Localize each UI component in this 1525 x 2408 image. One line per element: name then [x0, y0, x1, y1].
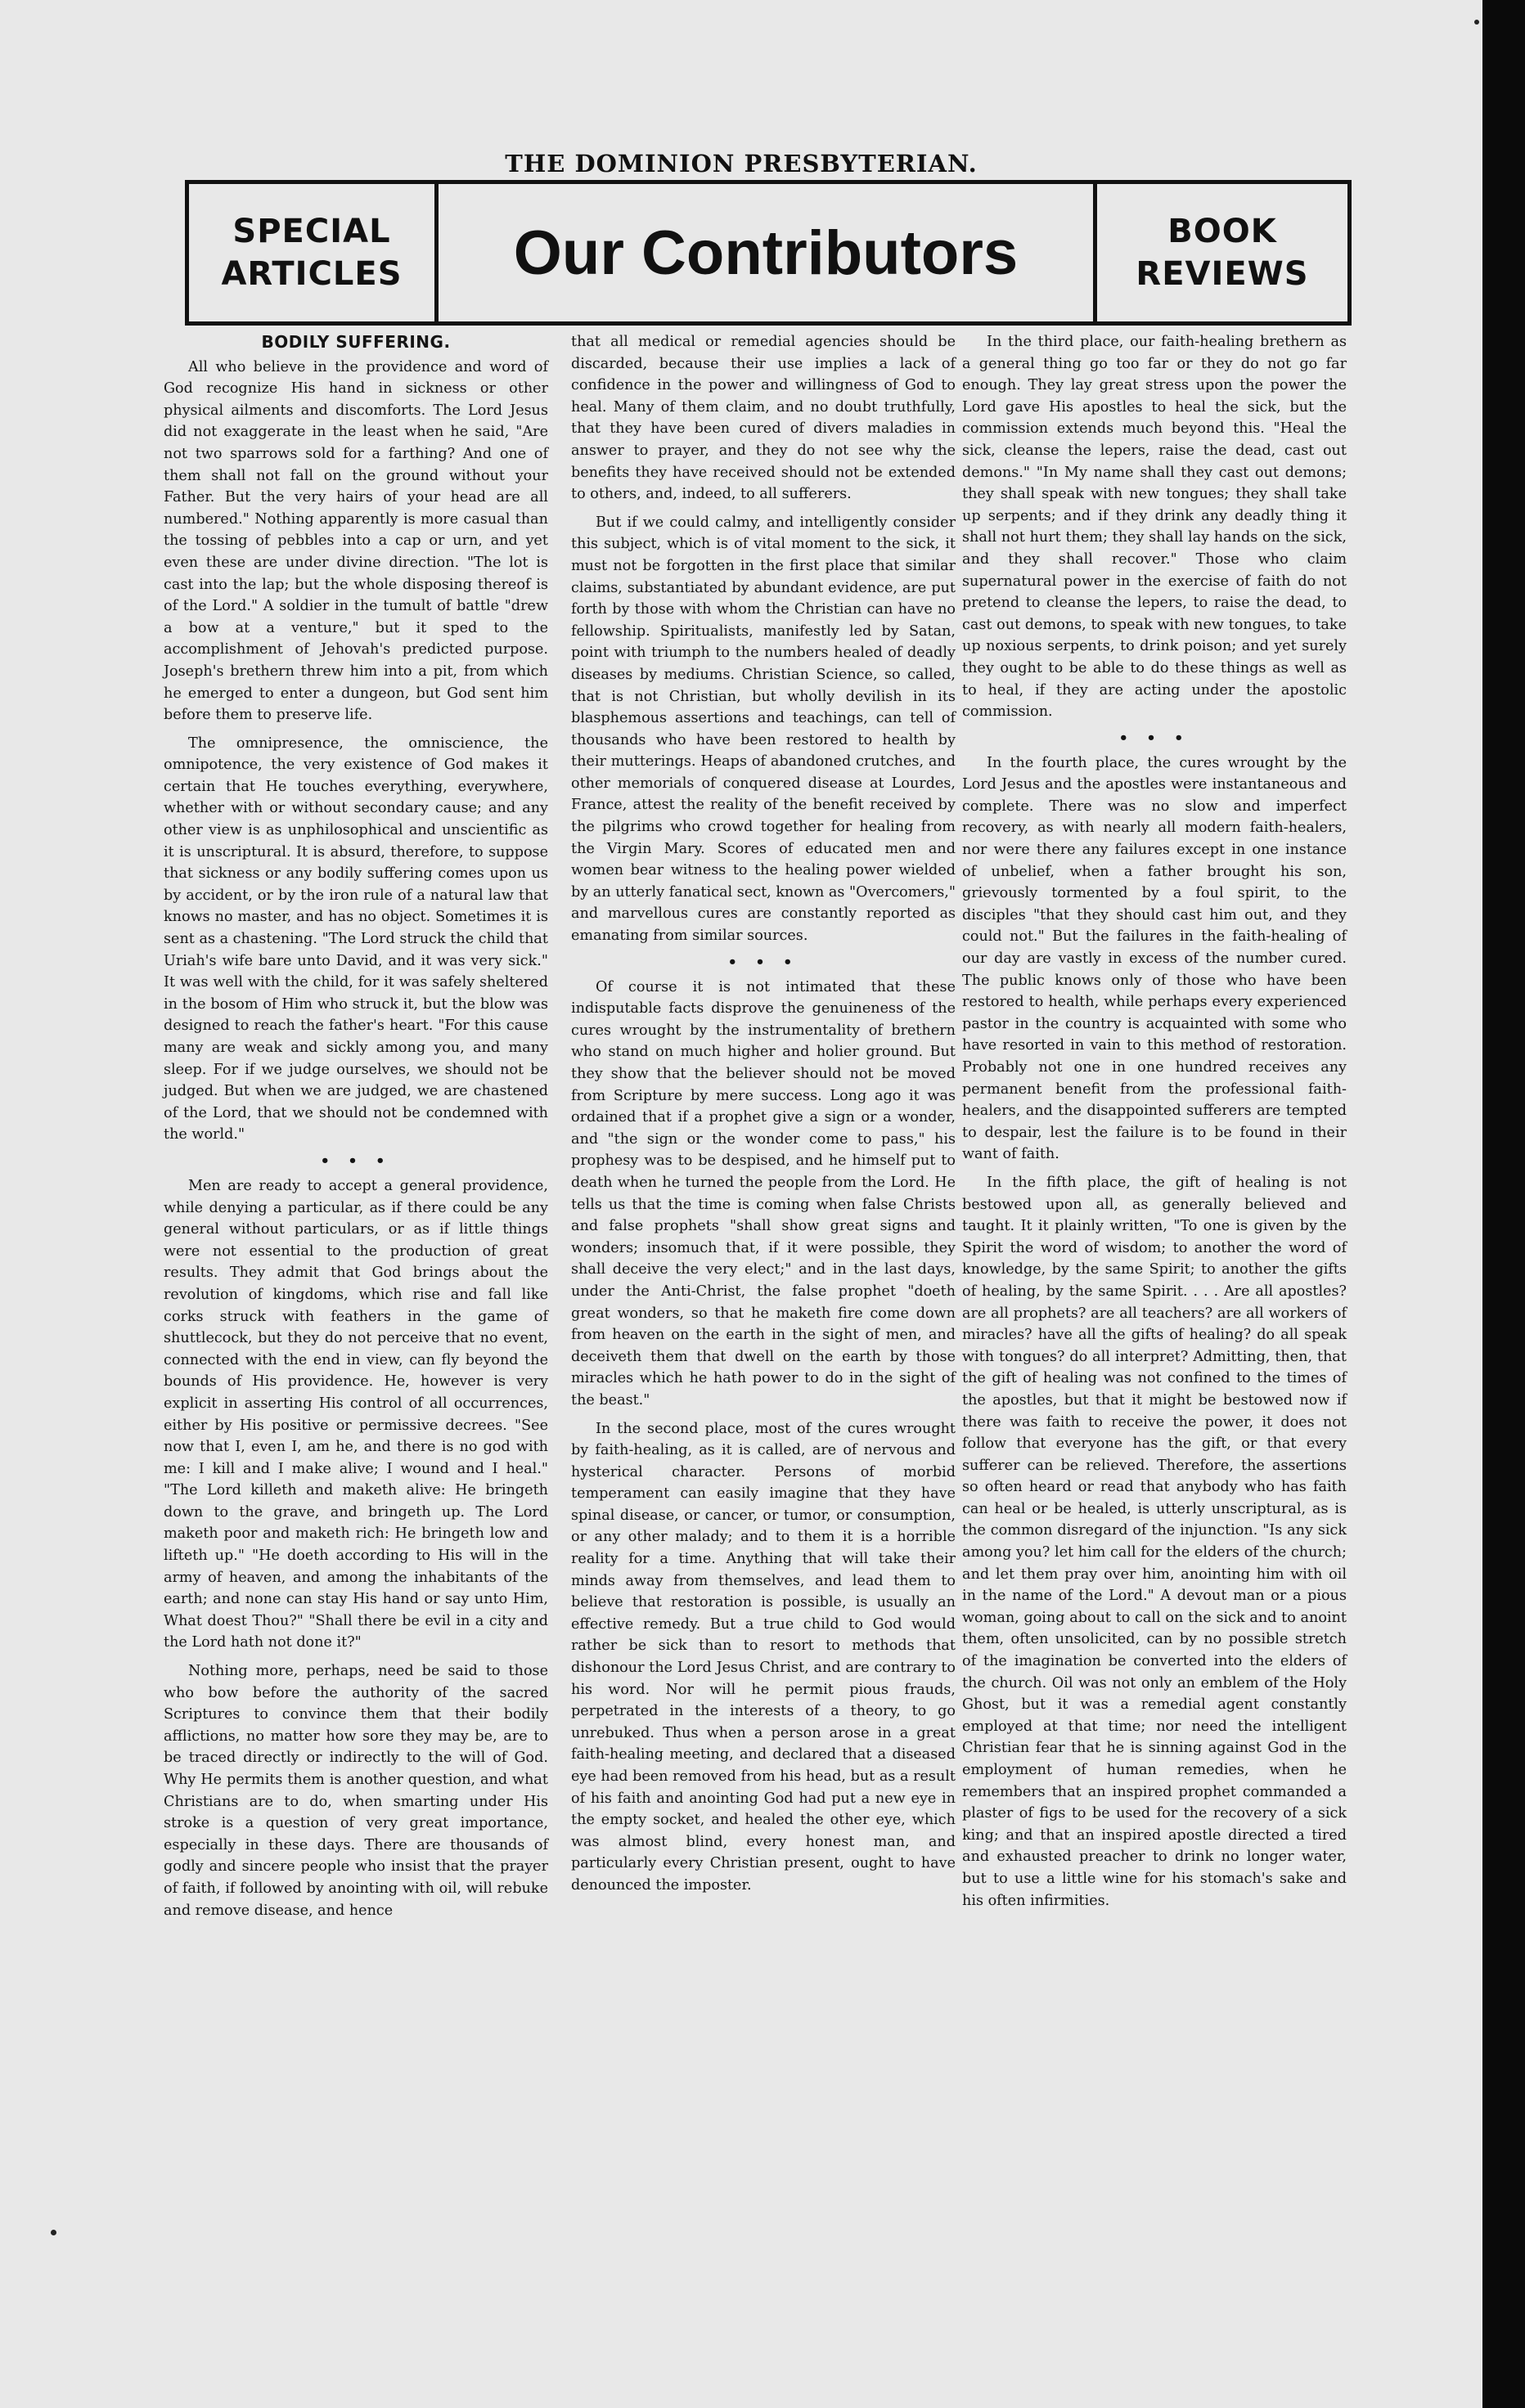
banner-book-reviews: [1093, 184, 1347, 321]
article-title: BODILY SUFFERING.: [261, 332, 451, 352]
scan-edge: [1482, 0, 1525, 2408]
masthead: THE DOMINION PRESBYTERIAN.: [505, 150, 978, 177]
banner-left-line-1: SPECIAL: [232, 213, 391, 250]
ink-speck: [51, 2230, 56, 2235]
section-separator: • • •: [727, 953, 799, 971]
article-paragraph: In the fourth place, the cures wrought by the Lord Jesus and the apostles were instantaneous and complete. There was no slow and imperfect recovery, as with nearly all modern faith-healers, nor were there any failures except in one instance of unbelief, when a father brought his son, grievously tormented by a foul spirit, to the disciples "that they should cast him out, and they could not." But the failures in the faith-healing of our day are vastly in excess of the number cured. The public knows only of those who have been restored to health, while perhaps every experienced pastor in the country is acquainted with some who have resorted in vain to this method of restoration. Probably not one in one hundred receives any permanent benefit from the professional faith-healers, and the disappointed sufferers are tempted to despair, lest the failure is to be found in their want of faith.: [962, 754, 1347, 1163]
article-paragraph: But if we could calmy, and intelligently consider this subject, which is of vital moment to the sick, it must not be forgotten in the first place that similar claims, substantiated by abundant evidence, are put forth by those with whom the Christian can have no fellowship. Spiritualists, manifestly led by Satan, point with triumph to the numbers healed of deadly diseases by mediums. Christian Science, so called, that is not Christian, but wholly devilish in its blasphemous assertions and teachings, can tell of thousands who have been restored to health by their mutterings. Heaps of abandoned crutches, and other memorials of conquered disease at Lourdes, France, attest the reality of the benefit received by the pilgrims who crowd together for healing from the Virgin Mary. Scores of educated men and women bear witness to the healing power wielded by an utterly fanatical sect, known as "Overcomers," and marvellous cures are constantly reported as emanating from similar sources.: [571, 514, 956, 945]
banner-right-line-2: REVIEWS: [1136, 255, 1309, 293]
article-paragraph: The omnipresence, the omniscience, the omnipotence, the very existence of God makes it certain that He touches everything, everywhere, whether with or without secondary cause; and any other view is as unphilosophical and unscientific as it is unscriptural. It is absurd, therefore, to suppose that sickness or any bodily suffering comes upon us by accident, or by the iron rule of a natural law that knows no master, and has no object. Sometimes it is sent as a chastening. "The Lord struck the child that Uriah's wife bare unto David, and it was very sick." It was well with the child, for it was safely sheltered in the bosom of Him who struck it, but the blow was designed to reach the father's heart. "For this cause many are weak and sickly among you, and many sleep. For if we judge ourselves, we should not be judged. But when we are judged, we are chastened of the Lord, that we should not be condemned with the world.": [164, 735, 548, 1143]
banner-special-articles: [189, 184, 439, 321]
article-paragraph: Men are ready to accept a general providence, while denying a particular, as if there could be any general without particulars, or as if little things were not essential to the production of great results. They admit that God brings about the revolution of kingdoms, which rise and fall like corks struck with feathers in the game of shuttlecock, but they do not perceive that no event, connected with the end in view, can fly beyond the bounds of His providence. He, however is very explicit in asserting His control of all occurrences, either by His positive or permissive decrees. "See now that I, even I, am he, and there is no god with me: I kill and I make alive; I wound and I heal." "The Lord killeth and maketh alive: He bringeth down to the grave, and bringeth up. The Lord maketh poor and maketh rich: He bringeth low and lifteth up." "He doeth according to His will in the army of heaven, and among the inhabitants of the earth; and none can stay His hand or say unto Him, What doest Thou?" "Shall there be evil in a city and the Lord hath not done it?": [164, 1177, 548, 1651]
section-banner: [185, 180, 1352, 326]
article-paragraph: that all medical or remedial agencies should be discarded, because their use implies a lack of confidence in the power and willingness of God to heal. Many of them claim, and no doubt truthfully, that they have been cured of divers maladies in answer to prayer, and they do not see why the benefits they have received should not be extended to others, and, indeed, to all sufferers.: [571, 334, 956, 503]
article-paragraph: Of course it is not intimated that these indisputable facts disprove the genuineness of the cures wrought by the instrumentality of brethern who stand on much higher and holier ground. But they show that the believer should not be moved from Scripture by mere success. Long ago it was ordained that if a prophet give a sign or a wonder, and "the sign or the wonder come to pass," his prophesy was to be despised, and he himself put to death when he turned the people from the Lord. He tells us that the time is coming when false Christs and false prophets "shall show great signs and wonders; insomuch that, if it were possible, they shall deceive the very elect;" and in the last days, under the Anti-Christ, the false prophet "doeth great wonders, so that he maketh fire come down from heaven on the earth in the sight of men, and deceiveth them that dwell on the earth by those miracles which he hath power to do in the sight of the beast.": [571, 978, 956, 1408]
banner-title: Our Contributors: [513, 218, 1019, 288]
article-paragraph: In the fifth place, the gift of healing is not bestowed upon all, as generally believed and taught. It it plainly written, "To one is given by the Spirit the word of wisdom; to another the word of knowledge, by the same Spirit; to another the gifts of healing, by the same Spirit. . . . Are all apostles? are all prophets? are all teachers? are all workers of miracles? have all the gifts of healing? do all speak with tongues? do all interpret? Admitting, then, that the gift of healing was not confined to the times of the apostles, but that it might be bestowed now if there was faith to receive the power, it does not follow that everyone has the gift, or that every sufferer can be relieved. Therefore, the assertions so often heard or read that anybody who has faith can heal or be healed, is utterly unscriptural, as is the common disregard of the injunction. "Is any sick among you? let him call for the elders of the church; and let them pray over him, anointing him with oil in the name of the Lord." A devout man or a pious woman, going about to call on the sick and to anoint them, often unsolicited, can by no possible stretch of the imagination be converted into the elders of the church. Oil was not only an emblem of the Holy Ghost, but it was a remedial agent constantly employed at that time; nor need the intelligent Christian fear that he is sinning against God in the employment of human remedies, when he remembers that an inspired prophet commanded a plaster of figs to be used for the recovery of a sick king; and that an inspired apostle directed a tired and exhausted preacher to drink no longer water, but to use a little wine for his stomach's sake and his often infirmities.: [962, 1174, 1347, 1909]
article-paragraph: In the third place, our faith-healing brethern as a general thing go too far or they do not go far enough. They lay great stress upon the power the Lord gave His apostles to heal the sick, but the commission extends much beyond this. "Heal the sick, cleanse the lepers, raise the dead, cast out demons." "In My name shall they cast out demons; they shall speak with new tongues; they shall take up serpents; and if they drink any deadly thing it shall not hurt them; they shall lay hands on the sick, and they shall recover." Those who claim supernatural power in the exercise of faith do not pretend to cleanse the lepers, to raise the dead, to cast out demons, to speak with new tongues, to take up noxious serpents, to drink poison; and yet surely they ought to be able to do these things as well as to heal, if they are acting under the apostolic commission.: [962, 334, 1347, 721]
article-paragraph: In the second place, most of the cures wrought by faith-healing, as it is called, are of nervous and hysterical character. Persons of morbid temperament can easily imagine that they have spinal disease, or cancer, or tumor, or consumption, or any other malady; and to them it is a horrible reality for a time. Anything that will take their minds away from themselves, and lead them to believe that restoration is possible, is usually an effective remedy. But a true child to God would rather be sick than to resort to methods that dishonour the Lord Jesus Christ, and are contrary to his word. Nor will he permit pious frauds, perpetrated in the interests of a theory, to go unrebuked. Thus when a person arose in a great faith-healing meeting, and declared that a diseased eye had been removed from his head, but as a result of his faith and anointing God had put a new eye in the empty socket, and healed the other eye, which was almost blind, every honest man, and particularly every Christian present, ought to have denounced the imposter.: [571, 1420, 956, 1894]
banner-right-line-1: BOOK: [1167, 213, 1277, 250]
article-column-3: [962, 331, 1347, 1918]
ink-speck: [1474, 20, 1479, 25]
article-column-1: [164, 331, 548, 1928]
banner-left-line-2: ARTICLES: [221, 255, 403, 293]
section-separator: • • •: [320, 1152, 392, 1170]
article-column-2: [571, 331, 956, 1903]
section-separator: • • •: [1118, 729, 1190, 747]
article-paragraph: All who believe in the providence and word of God recognize His hand in sickness or other physical ailments and discomforts. The Lord Jesus did not exaggerate in the least when he said, "Are not two sparrows sold for a farthing? And one of them shall not fall on the ground without your Father. But the very hairs of your head are all numbered." Nothing apparently is more casual than the tossing of pebbles into a cap or urn, and yet even these are under divine direction. "The lot is cast into the lap; but the whole disposing thereof is of the Lord." A soldier in the tumult of battle "drew a bow at a venture," but it sped to the accomplishment of Jehovah's predicted purpose. Joseph's brethern threw him into a pit, from which he emerged to enter a dungeon, but God sent him before them to preserve life.: [164, 358, 548, 724]
article-paragraph: Nothing more, perhaps, need be said to those who bow before the authority of the sacred Scriptures to convince them that their bodily afflictions, no matter how sore they may be, are to be traced directly or indirectly to the will of God. Why He permits them is another question, and what Christians are to do, when smarting under His stroke is a question of very great importance, especially in these days. There are thousands of godly and sincere people who insist that the prayer of faith, if followed by anointing with oil, will rebuke and remove disease, and hence: [164, 1663, 548, 1919]
